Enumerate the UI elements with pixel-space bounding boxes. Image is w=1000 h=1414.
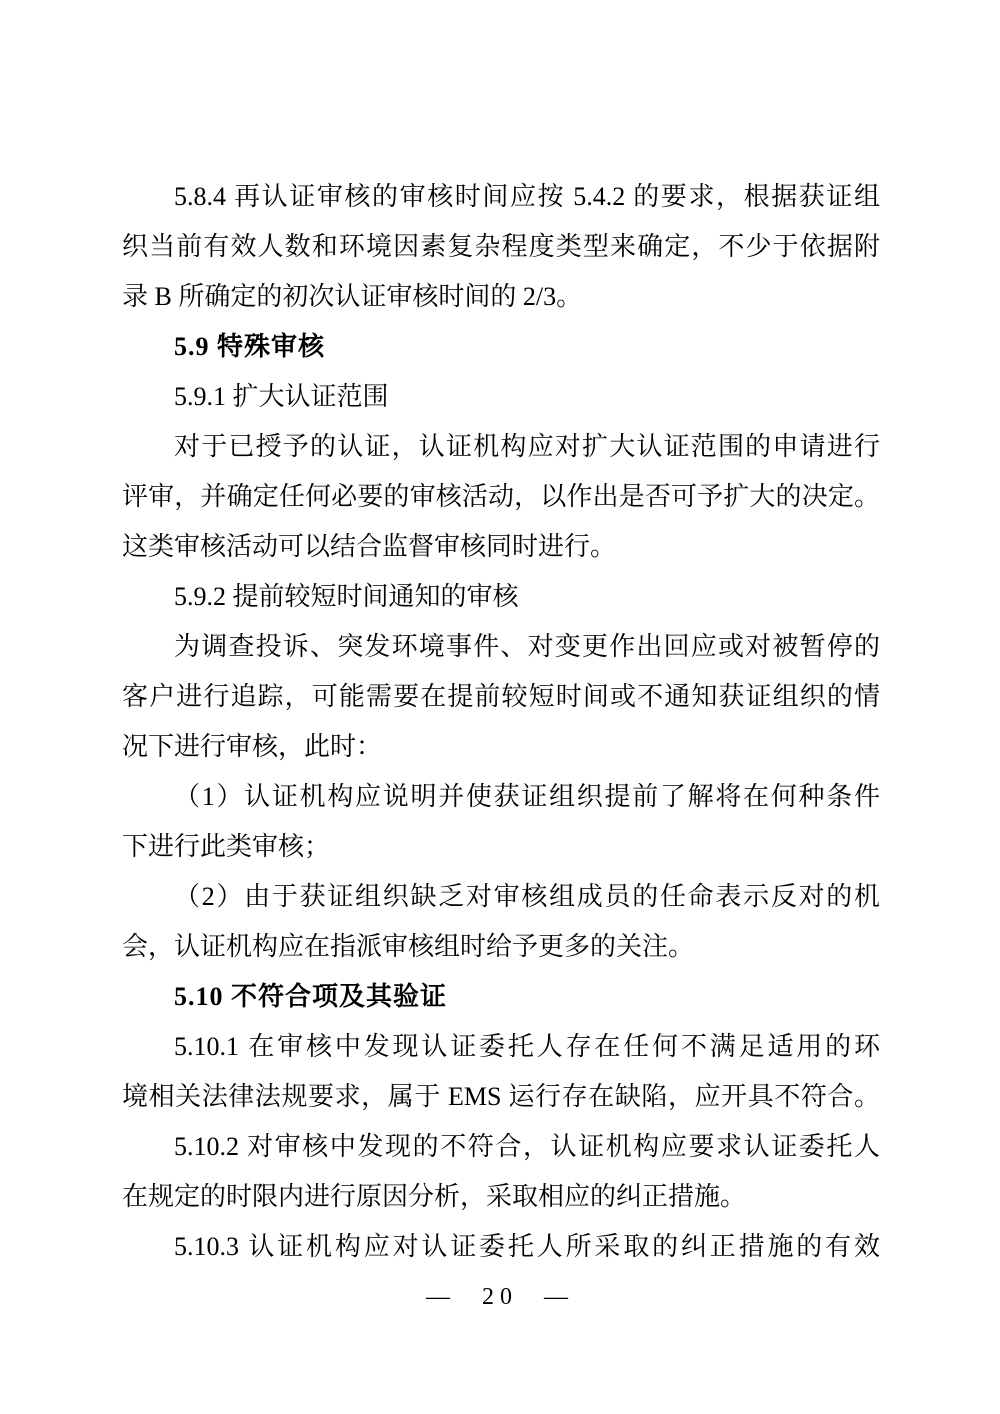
paragraph-5-9-1-line-2: 评审，并确定任何必要的审核活动，以作出是否可予扩大的决定。	[122, 482, 880, 511]
paragraph-5-10-3-line-1: 5.10.3 认证机构应对认证委托人所采取的纠正措施的有效	[174, 1232, 880, 1261]
list-item-1-line-2: 下进行此类审核；	[122, 832, 331, 861]
paragraph-5-10-2-line-1: 5.10.2 对审核中发现的不符合，认证机构应要求认证委托人	[174, 1132, 880, 1161]
list-item-2-line-2: 会，认证机构应在指派审核组时给予更多的关注。	[122, 932, 695, 961]
paragraph-5-10-1-line-2: 境相关法律法规要求，属于 EMS 运行存在缺陷，应开具不符合。	[122, 1082, 880, 1111]
page-number: — 20 —	[426, 1284, 574, 1310]
paragraph-5-9-2-line-1: 为调查投诉、突发环境事件、对变更作出回应或对被暂停的	[174, 632, 880, 661]
subsection-heading-5-9-2: 5.9.2 提前较短时间通知的审核	[174, 582, 519, 611]
subsection-heading-5-9-1: 5.9.1 扩大认证范围	[174, 382, 389, 411]
paragraph-5-8-4-line-2: 织当前有效人数和环境因素复杂程度类型来确定，不少于依据附	[122, 232, 880, 261]
list-item-1-line-1: （1）认证机构应说明并使获证组织提前了解将在何种条件	[174, 782, 880, 811]
document-body	[122, 172, 880, 1272]
section-heading-5-10: 5.10 不符合项及其验证	[174, 982, 448, 1011]
paragraph-5-8-4-line-3: 录 B 所确定的初次认证审核时间的 2/3。	[122, 282, 583, 311]
list-item-2-line-1: （2）由于获证组织缺乏对审核组成员的任命表示反对的机	[174, 882, 880, 911]
paragraph-5-9-2-line-3: 况下进行审核，此时：	[122, 732, 383, 761]
paragraph-5-9-1-line-3: 这类审核活动可以结合监督审核同时进行。	[122, 532, 617, 561]
paragraph-5-9-1-line-1: 对于已授予的认证，认证机构应对扩大认证范围的申请进行	[174, 432, 880, 461]
paragraph-5-10-1-line-1: 5.10.1 在审核中发现认证委托人存在任何不满足适用的环	[174, 1032, 880, 1061]
paragraph-5-10-2-line-2: 在规定的时限内进行原因分析，采取相应的纠正措施。	[122, 1182, 747, 1211]
section-heading-5-9: 5.9 特殊审核	[174, 332, 326, 361]
paragraph-5-8-4-line-1: 5.8.4 再认证审核的审核时间应按 5.4.2 的要求，根据获证组	[174, 182, 880, 211]
paragraph-5-9-2-line-2: 客户进行追踪，可能需要在提前较短时间或不通知获证组织的情	[122, 682, 880, 711]
